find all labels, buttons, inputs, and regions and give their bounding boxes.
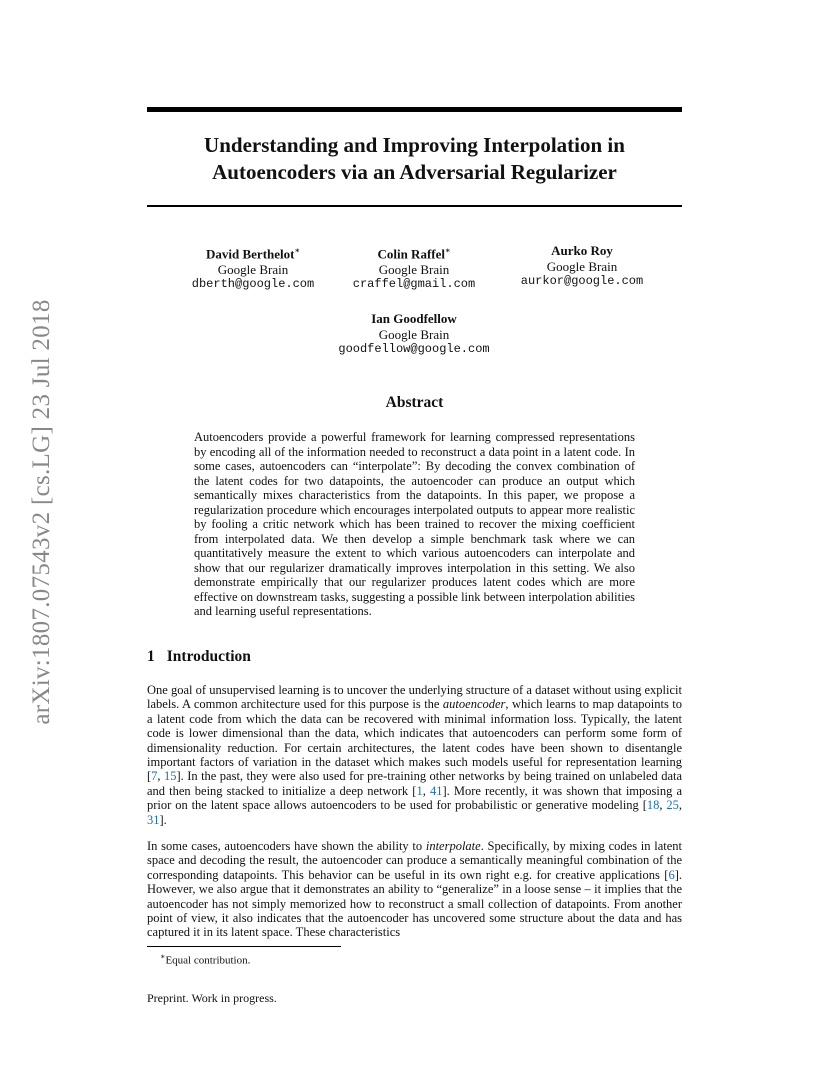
intro-paragraph-2: In some cases, autoencoders have shown the ability to interpolate. Specifically, by mixing codes in latent space and decoding the result, the autoencoder can produce a semantically meaningful combination of the corresponding datapoints. This behavior can be useful in its own right e.g. for creative applications [6]. However, we also argue that it demonstrates an ability to “generalize” in a loose sense – it implies that the autoencoder has not simply memorized how to reconstruct a small collection of datapoints. From another point of view, it also indicates that the autoencoder has uncovered some structure about the data and has captured it in its latent space. These characteristics (147, 839, 682, 940)
title-line-2: Autoencoders via an Adversarial Regularizer (212, 160, 617, 184)
title-top-rule (147, 107, 682, 112)
arxiv-identifier: arXiv:1807.07543v2 [cs.LG] 23 Jul 2018 (28, 299, 55, 725)
citation-link[interactable]: 41 (429, 783, 443, 798)
footnote-rule (147, 946, 341, 947)
citation-link[interactable]: 18 (646, 798, 660, 813)
citation-link[interactable]: 31 (147, 812, 160, 827)
section-heading (147, 648, 251, 666)
author-affiliation: Google Brain (546, 258, 618, 274)
footnote: ∗Equal contribution. (160, 952, 251, 967)
citation-link[interactable]: 6 (668, 867, 675, 882)
term-interpolate: interpolate (425, 839, 481, 853)
author-email[interactable]: aurkor@google.com (520, 274, 644, 288)
author-email[interactable]: goodfellow@google.com (338, 342, 490, 356)
author-block (472, 243, 692, 290)
citation-link[interactable]: 7 (151, 769, 158, 784)
paper-title (147, 132, 682, 186)
intro-paragraph-1: One goal of unsupervised learning is to uncover the underlying structure of a dataset without using explicit labels. A common architecture used for this purpose is the autoencoder, which learns to map datapoints to a latent code from which the data can be recovered with minimal information loss. Typically, the latent code is lower dimensional than the data, which indicates that autoencoders can perform some form of dimensionality reduction. For certain architectures, the latent codes have been shown to disentangle important factors of variation in the dataset which makes such models useful for representation learning [7, 15]. In the past, they were also used for pre-training other networks by being trained on unlabeled data and then being stacked to initialize a deep network [1, 41]. More recently, it was shown that imposing a prior on the latent space allows autoencoders to be used for probabilistic or generative modeling [18, 25, 31]. (147, 683, 683, 827)
abstract-text: Autoencoders provide a powerful framework for learning compressed representations by encoding all of the information needed to reconstruct a data point in a latent code. In some cases, autoencoders can “interpolate”: By decoding the convex combination of the latent codes for two datapoints, the autoencoder can produce an output which semantically mixes characteristics from the datapoints. In this paper, we propose a regularization procedure which encourages interpolated outputs to appear more realistic by fooling a critic network which has been trained to recover the mixing coefficient from interpolated data. We then develop a simple benchmark task where we can quantitatively measure the extent to which various autoencoders can interpolate and show that our regularizer dramatically improves interpolation in this setting. We also demonstrate empirically that our regularizer produces latent codes which are more effective on downstream tasks, suggesting a possible link between interpolation abilities and learning useful representations. (194, 430, 635, 618)
author-email[interactable]: dberth@google.com (191, 277, 315, 292)
author-email[interactable]: craffel@gmail.com (352, 277, 476, 292)
author-name: Colin Raffel∗ (377, 246, 451, 262)
abstract-heading: Abstract (385, 394, 444, 411)
citation-link[interactable]: 1 (416, 783, 423, 798)
citation-link[interactable]: 25 (666, 798, 679, 813)
preprint-footer: Preprint. Work in progress. (147, 991, 277, 1005)
author-affiliation: Google Brain (378, 261, 450, 277)
section-title: Introduction (166, 648, 251, 665)
title-bottom-rule (147, 205, 682, 207)
citation-link[interactable]: 15 (164, 769, 177, 784)
title-line-1: Understanding and Improving Interpolation in (204, 133, 625, 157)
author-name: David Berthelot∗ (206, 246, 300, 262)
author-block (304, 311, 524, 358)
author-affiliation: Google Brain (217, 261, 289, 277)
author-name: Aurko Roy (551, 243, 613, 258)
term-autoencoder: autoencoder (442, 697, 506, 712)
author-affiliation: Google Brain (378, 326, 450, 342)
author-name: Ian Goodfellow (371, 311, 457, 326)
section-number: 1 (147, 648, 155, 665)
